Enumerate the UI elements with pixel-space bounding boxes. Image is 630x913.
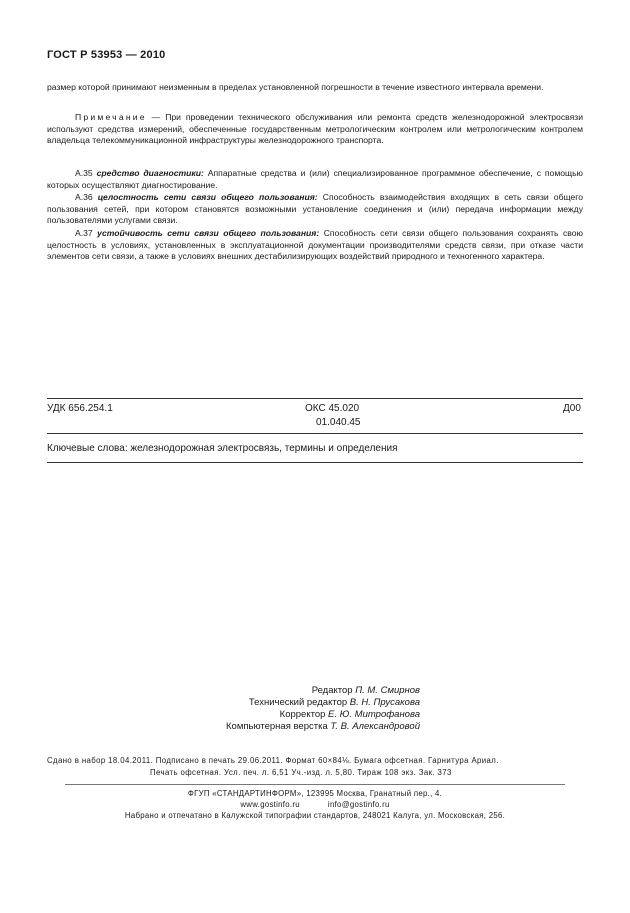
definition-number: А.36 [75,192,98,202]
definition-a37 [47,228,583,263]
definition-text: Способность взаимодействия входящих в сеть связи общего пользования сетей, при котором становятся возможными установление соединения и (или) передача информации между пользователями услугами связи. [47,192,583,226]
document-header: ГОСТ Р 53953 — 2010 [47,49,166,61]
imprint-line-1: Сдано в набор 18.04.2011. Подписано в печать 29.06.2011. Формат 60×84⅛. Бумага офсетная. Гарнитура Ариал. [47,756,499,765]
definition-term: устойчивость сети связи общего пользования: [97,228,320,238]
publisher-contacts [47,800,583,809]
publisher-website: www.gostinfo.ru [240,800,300,809]
credit-proofreader: Корректор Е. Ю. Митрофанова [279,709,420,720]
keywords: Ключевые слова: железнодорожная электросвязь, термины и определения [47,443,398,454]
note-paragraph [47,112,583,147]
publisher-email: info@gostinfo.ru [327,800,390,809]
definition-term: средство диагностики: [96,168,204,178]
imprint-line-2: Печать офсетная. Усл. печ. л. 6,51 Уч.-изд. л. 5,80. Тираж 108 экз. Зак. 373 [150,768,452,777]
definition-number: А.37 [75,228,98,238]
publisher-line-1: ФГУП «СТАНДАРТИНФОРМ», 123995 Москва, Гранатный пер., 4. [187,789,443,798]
note-text: — При проведении технического обслуживания или ремонта средств железнодорожной электросвязи используют средства измерений, обеспеченные государственным метрологическим контролем или метрологическим контролем владельца телекоммуникационной инфраструктуры железнодорожного транспорта. [47,112,583,146]
definition-term: целостность сети связи общего пользования: [97,192,318,202]
credit-tech-editor: Технический редактор В. Н. Прусакова [248,697,420,708]
paragraph-continuation: размер которой принимают неизменным в пределах установленной погрешности в течение известного интервала времени. [47,82,544,92]
divider-middle [47,433,583,434]
divider-publisher [65,784,565,785]
divider-bottom [47,462,583,463]
oks-code-1: ОКС 45.020 [305,403,360,414]
publisher-line-3: Набрано и отпечатано в Калужской типографии стандартов, 248021 Калуга, ул. Московская, 256. [124,811,506,820]
definition-text: Аппаратные средства и (или) специализированное программное обеспечение, с помощью которых осуществляют диагностирование. [47,168,584,190]
definition-a36 [47,192,583,227]
note-label: Примечание [75,112,147,122]
definition-number: А.35 [75,168,97,178]
credit-layout: Компьютерная верстка Т. В. Александровой [226,721,420,732]
credits-block [150,685,420,733]
udk-code: УДК 656.254.1 [47,403,113,414]
classification-code: Д00 [563,403,581,414]
definition-text: Способность сети связи общего пользования сохранять свою целостность в условиях, установленных в эксплуатационной документации производителями средств связи, при отказе части элементов сети связи, а также в условиях внешних дестабилизирующих воздействий природного и техногенного характера. [47,228,583,262]
divider-top [47,398,583,399]
credit-editor: Редактор П. М. Смирнов [311,685,420,696]
definition-a35 [47,168,583,191]
oks-code-2: 01.040.45 [316,417,361,428]
